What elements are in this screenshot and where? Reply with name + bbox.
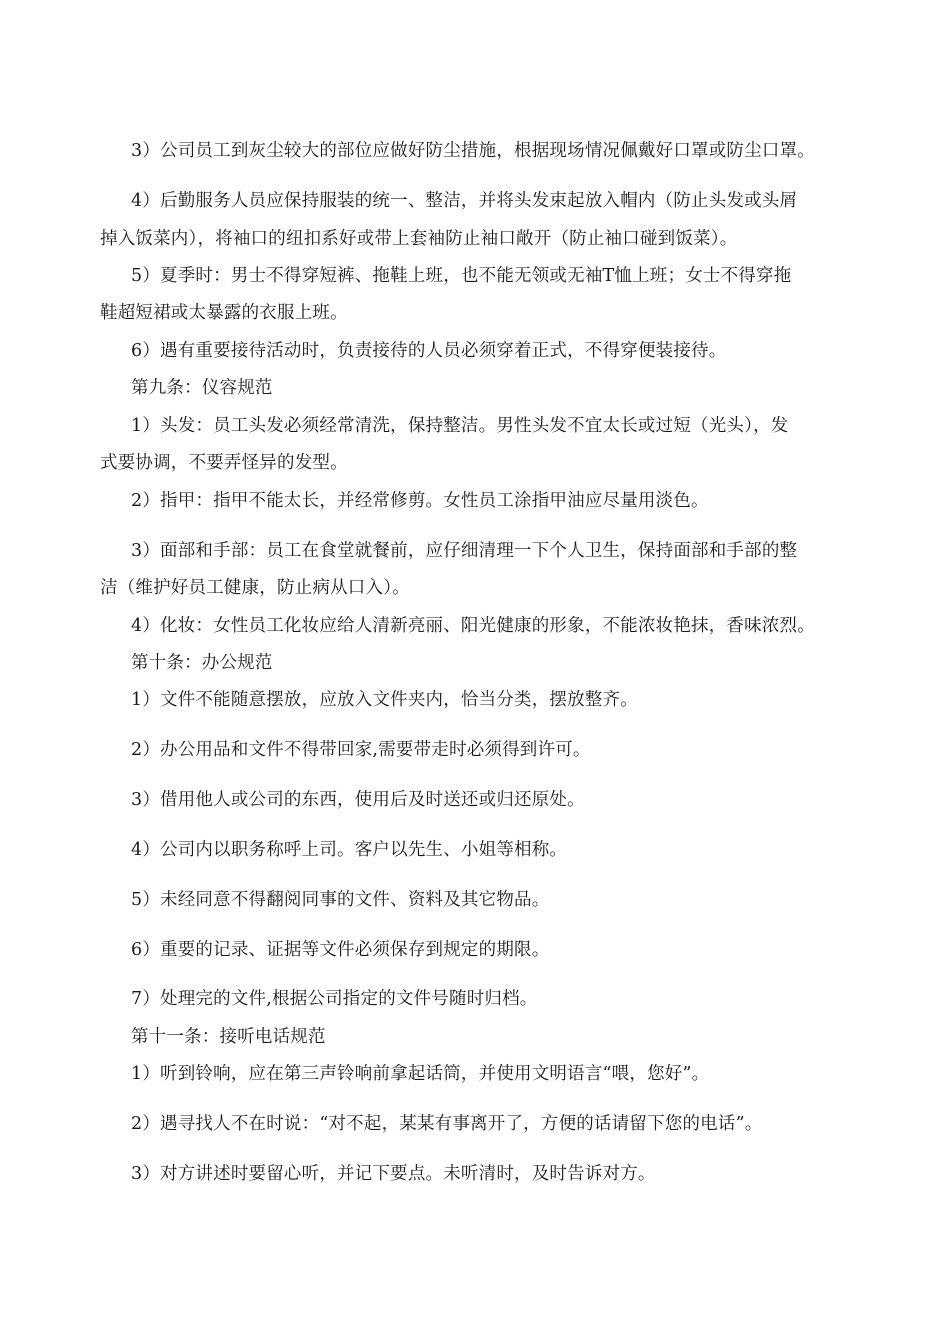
text-line-face-hands-cont: 洁（维护好员工健康，防止病从口入）。 [100, 578, 410, 598]
text-line-logistics-uniform-cont: 掉入饭菜内），将袖口的纽扣系好或带上套袖防止袖口敞开（防止袖口碰到饭菜）。 [100, 229, 738, 249]
text-line-face-hands: 3）面部和手部：员工在食堂就餐前，应仔细清理一下个人卫生，保持面部和手部的整 [131, 541, 798, 561]
text-line-logistics-uniform: 4）后勤服务人员应保持服装的统一、整洁，并将头发束起放入帽内（防止头发或头屑 [131, 191, 798, 211]
text-line-office-supplies: 2）办公用品和文件不得带回家,需要带走时必须得到许可。 [131, 740, 591, 760]
text-line-summer-dress: 5）夏季时：男士不得穿短裤、拖鞋上班，也不能无领或无袖T恤上班；女士不得穿拖 [131, 266, 792, 286]
text-line-nails: 2）指甲：指甲不能太长，并经常修剪。女性员工涂指甲油应尽量用淡色。 [131, 491, 709, 511]
text-line-borrowing: 3）借用他人或公司的东西，使用后及时送还或归还原处。 [131, 790, 585, 810]
text-line-hair: 1）头发：员工头发必须经常清洗，保持整洁。男性头发不宜太长或过短（光头），发 [131, 416, 789, 436]
section-heading-article-9: 第九条：仪容规范 [131, 378, 273, 398]
text-line-address-titles: 4）公司内以职务称呼上司。客户以先生、小姐等相称。 [131, 840, 568, 860]
text-line-privacy: 5）未经同意不得翻阅同事的文件、资料及其它物品。 [131, 890, 550, 910]
text-line-listen-carefully: 3）对方讲述时要留心听，并记下要点。未听清时，及时告诉对方。 [131, 1164, 656, 1184]
text-line-reception-dress: 6）遇有重要接待活动时，负责接待的人员必须穿着正式，不得穿便装接待。 [131, 341, 727, 361]
text-line-summer-dress-cont: 鞋超短裙或太暴露的衣服上班。 [100, 303, 348, 323]
text-line-person-absent: 2）遇寻找人不在时说：“对不起，某某有事离开了，方便的话请留下您的电话”。 [131, 1114, 763, 1134]
section-heading-article-10: 第十条：办公规范 [131, 653, 273, 673]
text-line-makeup: 4）化妆：女性员工化妆应给人清新亮丽、阳光健康的形象，不能浓妆艳抹，香味浓烈。 [131, 616, 815, 636]
text-line-records-retention: 6）重要的记录、证据等文件必须保存到规定的期限。 [131, 940, 550, 960]
text-line-answer-phone: 1）听到铃响，应在第三声铃响前拿起话筒，并使用文明语言“喂，您好”。 [131, 1064, 710, 1084]
text-line-filing: 7）处理完的文件,根据公司指定的文件号随时归档。 [131, 989, 538, 1009]
section-heading-article-11: 第十一条：接听电话规范 [131, 1027, 326, 1047]
text-line-dust-protection: 3）公司员工到灰尘较大的部位应做好防尘措施，根据现场情况佩戴好口罩或防尘口罩。 [131, 141, 815, 161]
text-line-file-placement: 1）文件不能随意摆放，应放入文件夹内，恰当分类，摆放整齐。 [131, 690, 638, 710]
text-line-hair-cont: 式要协调，不要弄怪异的发型。 [100, 453, 348, 473]
